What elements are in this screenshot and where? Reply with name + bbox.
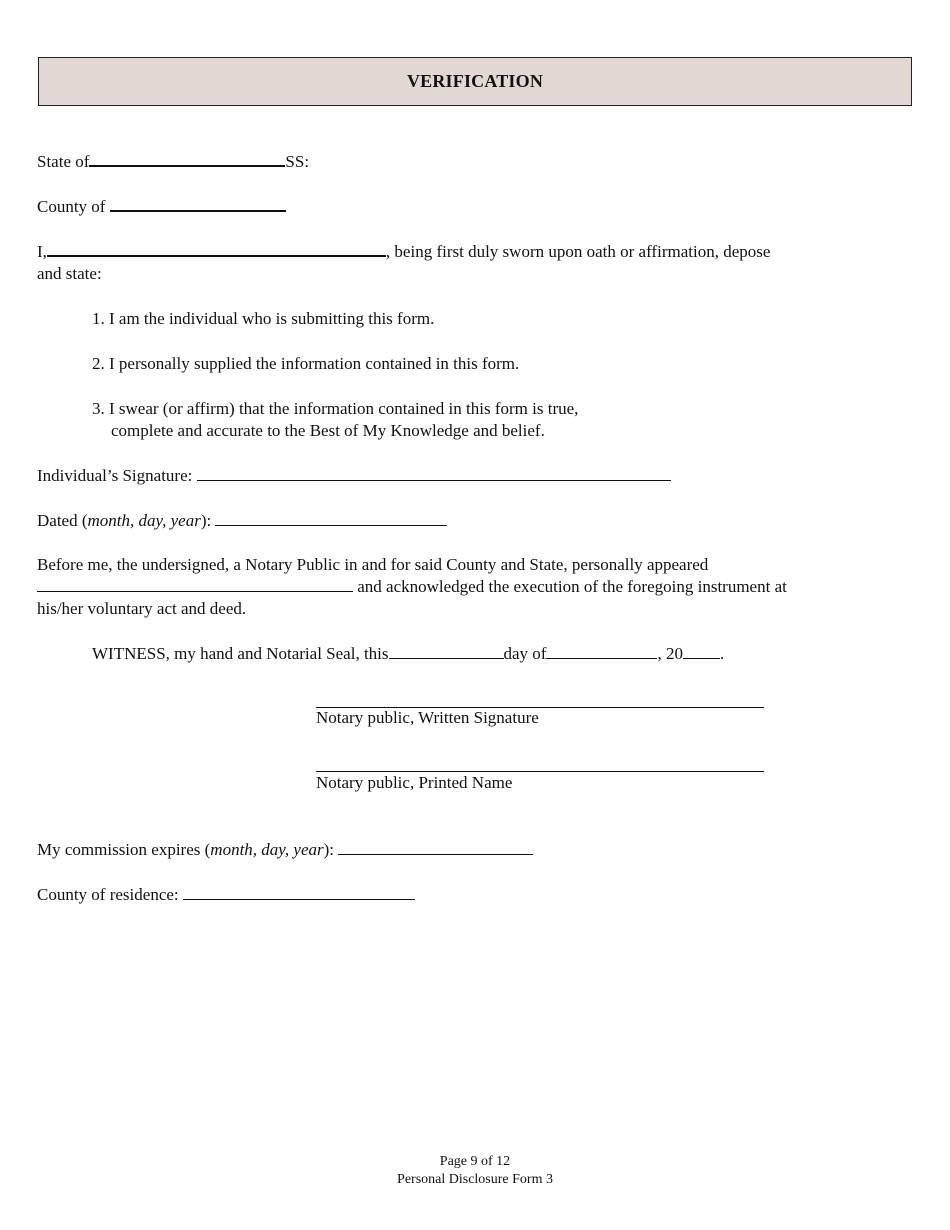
dated-line bbox=[37, 510, 447, 532]
form-name: Personal Disclosure Form 3 bbox=[397, 1172, 553, 1187]
notary-paragraph-line2-text: and acknowledged the execution of the foregoing instrument at bbox=[357, 577, 787, 596]
witness-period: . bbox=[719, 644, 725, 663]
notary-paragraph-line2 bbox=[37, 576, 787, 598]
dated-prefix: Dated ( bbox=[37, 511, 88, 530]
witness-month-field[interactable] bbox=[546, 644, 657, 659]
commission-format: month, day, year bbox=[210, 840, 324, 859]
dated-suffix: ): bbox=[200, 511, 212, 530]
page-number: Page 9 of 12 bbox=[439, 1154, 511, 1169]
affiant-name-field[interactable] bbox=[47, 241, 386, 257]
commission-line bbox=[37, 839, 533, 861]
witness-day-of: day of bbox=[503, 644, 547, 663]
dated-format: month, day, year bbox=[87, 511, 201, 530]
state-line bbox=[37, 151, 309, 173]
appeared-name-field[interactable] bbox=[37, 577, 353, 592]
residence-line bbox=[37, 884, 415, 906]
county-line bbox=[37, 196, 286, 218]
residence-field[interactable] bbox=[183, 885, 415, 900]
statement-text: I swear (or affirm) that the information contained in this form is true, bbox=[109, 399, 579, 418]
statement-item bbox=[92, 398, 578, 420]
state-label: State of bbox=[37, 152, 90, 171]
affiant-clause: , being first duly sworn upon oath or affirmation, depose bbox=[385, 242, 771, 261]
county-field[interactable] bbox=[110, 196, 286, 212]
ss-label: SS: bbox=[285, 152, 310, 171]
notary-paragraph-line3: his/her voluntary act and deed. bbox=[37, 599, 247, 618]
section-title: VERIFICATION bbox=[406, 71, 544, 91]
witness-day-field[interactable] bbox=[389, 644, 504, 659]
statement-text-continued: complete and accurate to the Best of My Knowledge and belief. bbox=[111, 421, 545, 440]
affiant-prefix: I, bbox=[37, 242, 47, 261]
statement-number: 2. bbox=[92, 354, 105, 373]
notary-written-signature-label: Notary public, Written Signature bbox=[316, 708, 539, 727]
signature-label: Individual’s Signature: bbox=[37, 466, 193, 485]
notary-paragraph-line1: Before me, the undersigned, a Notary Public in and for said County and State, personally appeared bbox=[37, 555, 709, 574]
residence-label: County of residence: bbox=[37, 885, 179, 904]
witness-text: WITNESS, my hand and Notarial Seal, this bbox=[92, 644, 389, 663]
statement-number: 3. bbox=[92, 399, 105, 418]
witness-year-field[interactable] bbox=[683, 644, 720, 659]
statement-item bbox=[92, 308, 434, 330]
statement-text: I am the individual who is submitting this form. bbox=[109, 309, 435, 328]
affiant-line bbox=[37, 241, 770, 263]
statement-item bbox=[92, 353, 519, 375]
dated-field[interactable] bbox=[215, 511, 447, 526]
signature-line bbox=[37, 465, 671, 487]
statement-number: 1. bbox=[92, 309, 105, 328]
witness-line bbox=[92, 643, 724, 665]
commission-field[interactable] bbox=[338, 840, 533, 855]
commission-prefix: My commission expires ( bbox=[37, 840, 211, 859]
statement-text: I personally supplied the information contained in this form. bbox=[109, 354, 520, 373]
state-field[interactable] bbox=[89, 151, 285, 167]
commission-suffix: ): bbox=[323, 840, 335, 859]
affiant-continuation: and state: bbox=[37, 264, 102, 283]
signature-field[interactable] bbox=[197, 466, 671, 481]
notary-printed-name-label: Notary public, Printed Name bbox=[316, 773, 513, 792]
county-label: County of bbox=[37, 197, 106, 216]
section-header bbox=[38, 57, 912, 106]
witness-year-prefix: , 20 bbox=[657, 644, 683, 663]
